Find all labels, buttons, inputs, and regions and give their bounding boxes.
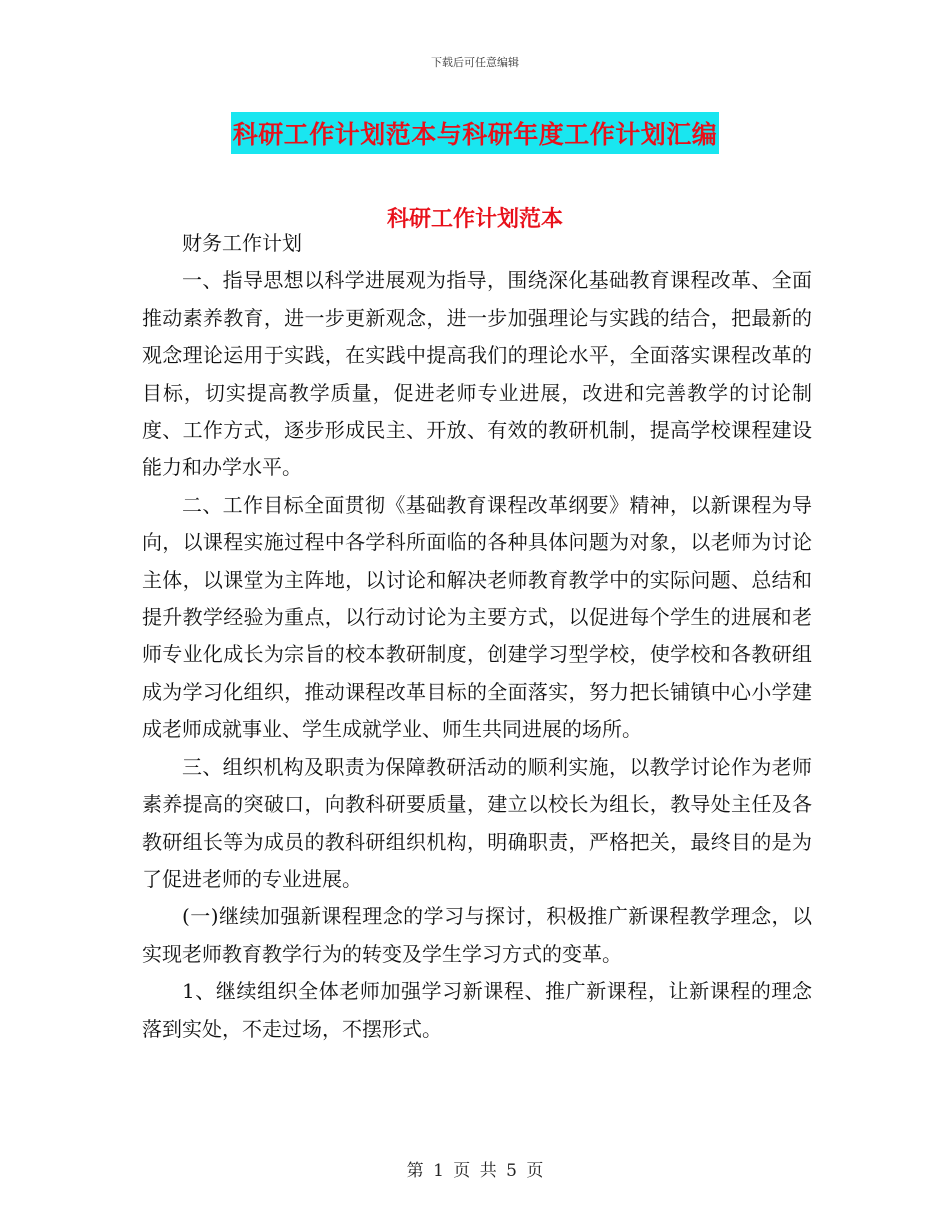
paragraph-work-goals: 二、工作目标全面贯彻《基础教育课程改革纲要》精神，以新课程为导向，以课程实施过程中各学科所面临的各种具体问题为对象，以老师为讨论主体，以课堂为主阵地，以讨论和解决老师教育教学中的实际问题、总结和提升教学经验为重点，以行动讨论为主要方式，以促进每个学生的进展和老师专业化成长为宗旨的校本教研制度，创建学习型学校，使学校和各教研组成为学习化组织，推动课程改革目标的全面落实，努力把长铺镇中心小学建成老师成就事业、学生成就学业、师生共同进展的场所。 [142,492,812,742]
document-title-block [0,112,950,154]
paragraph-organization: 三、组织机构及职责为保障教研活动的顺利实施，以教学讨论作为老师素养提高的突破口，向教科研要质量，建立以校长为组长，教导处主任及各教研组长等为成员的教科研组织机构，明确职责，严格把关，最终目的是为了促进老师的专业进展。 [142,754,812,891]
paragraph-item-one: (一)继续加强新课程理念的学习与探讨，积极推广新课程教学理念，以实现老师教育教学行为的转变及学生学习方式的变革。 [142,904,812,966]
paragraph-item-1: 1、继续组织全体老师加强学习新课程、推广新课程，让新课程的理念落到实处，不走过场，不摆形式。 [142,979,812,1041]
document-body [142,225,812,1048]
section-title: 科研工作计划范本 [386,207,563,232]
document-title: 科研工作计划范本与科研年度工作计划汇编 [231,112,720,154]
paragraph-heading: 财务工作计划 [182,231,302,255]
page-number: 第 1 页 共 5 页 [406,1161,544,1181]
paragraph-guiding-thought: 一、指导思想以科学进展观为指导，围绕深化基础教育课程改革、全面推动素养教育，进一步更新观念，进一步加强理论与实践的结合，把最新的观念理论运用于实践，在实践中提高我们的理论水平，全面落实课程改革的目标，切实提高教学质量，促进老师专业进展，改进和完善教学的讨论制度、工作方式，逐步形成民主、开放、有效的教研机制，提高学校课程建设能力和办学水平。 [142,268,812,480]
page-header: 下载后可任意编辑 [431,56,519,69]
